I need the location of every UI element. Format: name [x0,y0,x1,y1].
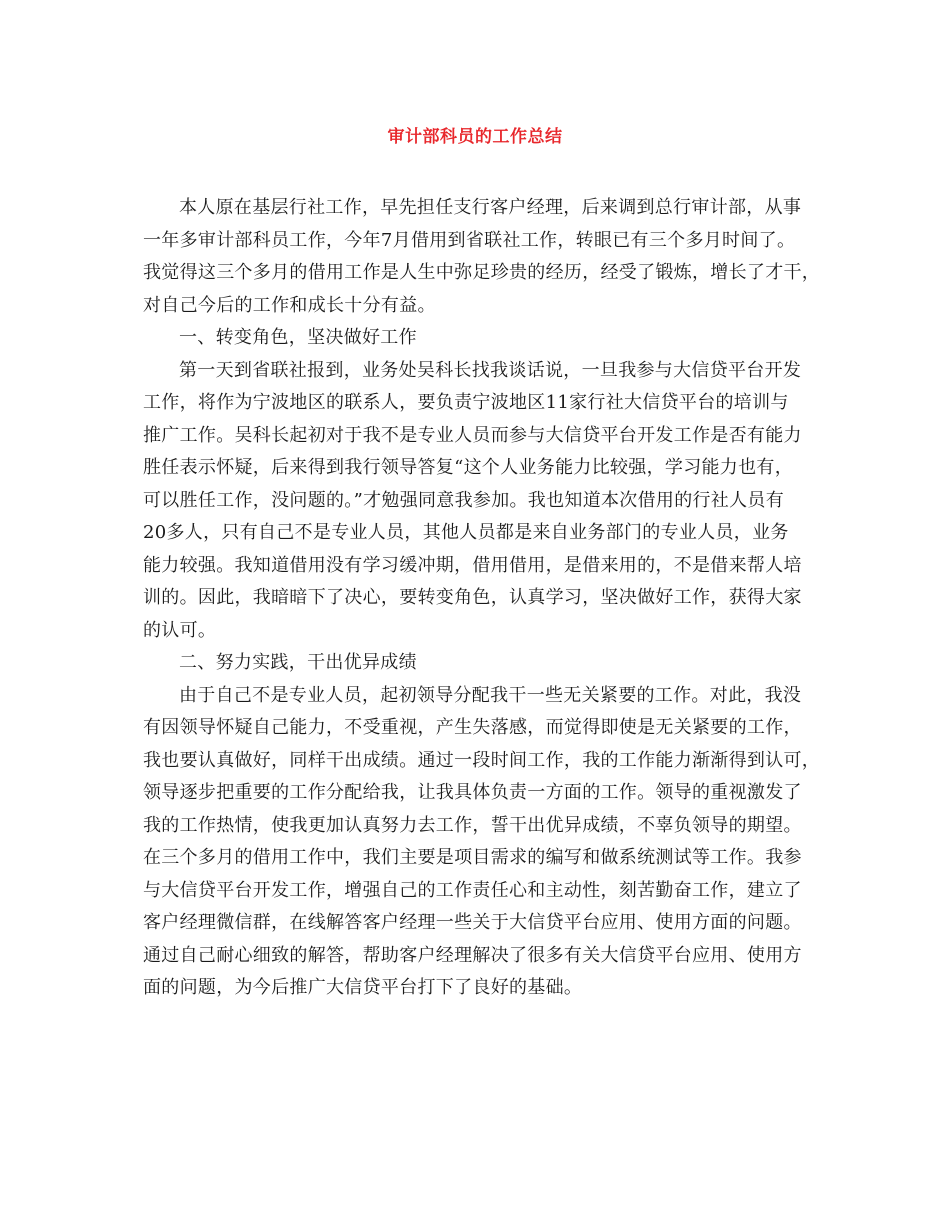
section-heading [143,647,823,680]
paragraph-line: 20多人，只有自己不是专业人员，其他人员都是来自业务部门的专业人员，业务 [143,522,789,543]
paragraph-line: 由于自己不是专业人员，起初领导分配我干一些无关紧要的工作。对此，我没 [179,684,802,706]
paragraph-line: 通过自己耐心细致的解答，帮助客户经理解决了很多有关大信贷平台应用、使用方 [143,944,802,966]
paragraph-line: 推广工作。吴科长起初对于我不是专业人员而参与大信贷平台开发工作是否有能力 [143,424,802,446]
paragraph-line: 可以胜任工作，没问题的。”才勉强同意我参加。我也知道本次借用的行社人员有 [143,489,784,511]
paragraph-line: 面的问题，为今后推广大信贷平台打下了良好的基础。 [143,977,583,998]
paragraph-line: 第一天到省联社报到，业务处吴科长找我谈话说，一旦我参与大信贷平台开发 [179,359,802,381]
paragraph-line: 本人原在基层行社工作，早先担任支行客户经理，后来调到总行审计部，从事 [179,197,802,218]
paragraph-line: 胜任表示怀疑，后来得到我行领导答复“这个人业务能力比较强，学习能力也有， [143,457,793,478]
paragraph-line: 我也要认真做好，同样干出成绩。通过一段时间工作，我的工作能力渐渐得到认可， [143,749,821,771]
section-heading [143,322,823,355]
paragraph-line: 客户经理微信群，在线解答客户经理一些关于大信贷平台应用、使用方面的问题。 [143,912,802,933]
paragraph-line: 能力较强。我知道借用没有学习缓冲期，借用借用，是借来用的，不是借来帮人培 [143,554,802,576]
paragraph-line: 一年多审计部科员工作，今年7月借用到省联社工作，转眼已有三个多月时间了。 [143,229,796,251]
paragraph-line: 我觉得这三个多月的借用工作是人生中弥足珍贵的经历，经受了锻炼，增长了才干， [143,262,821,283]
document-body [143,192,823,1005]
body-paragraph [143,355,823,648]
paragraph-line: 我的工作热情，使我更加认真努力去工作，誓干出优异成绩，不辜负领导的期望。 [143,814,802,836]
paragraph-line: 对自己今后的工作和成长十分有益。 [143,294,436,316]
paragraph-line: 领导逐步把重要的工作分配给我，让我具体负责一方面的工作。领导的重视激发了 [143,782,802,803]
body-paragraph [143,680,823,1005]
paragraph-line: 在三个多月的借用工作中，我们主要是项目需求的编写和做系统测试等工作。我参 [143,847,802,868]
document-title: 审计部科员的工作总结 [387,127,563,147]
paragraph-line: 训的。因此，我暗暗下了决心，要转变角色，认真学习，坚决做好工作，获得大家 [143,587,802,608]
section-heading-text: 二、努力实践，干出优异成绩 [179,652,417,673]
section-heading-text: 一、转变角色，坚决做好工作 [179,327,417,348]
body-paragraph [143,192,823,322]
paragraph-line: 与大信贷平台开发工作，增强自己的工作责任心和主动性，刻苦勤奋工作，建立了 [143,879,802,901]
paragraph-line: 的认可。 [143,619,217,641]
paragraph-line: 有因领导怀疑自己能力，不受重视，产生失落感，而觉得即使是无关紧要的工作， [143,717,802,738]
paragraph-line: 工作，将作为宁波地区的联系人，要负责宁波地区11家行社大信贷平台的培训与 [143,392,789,413]
